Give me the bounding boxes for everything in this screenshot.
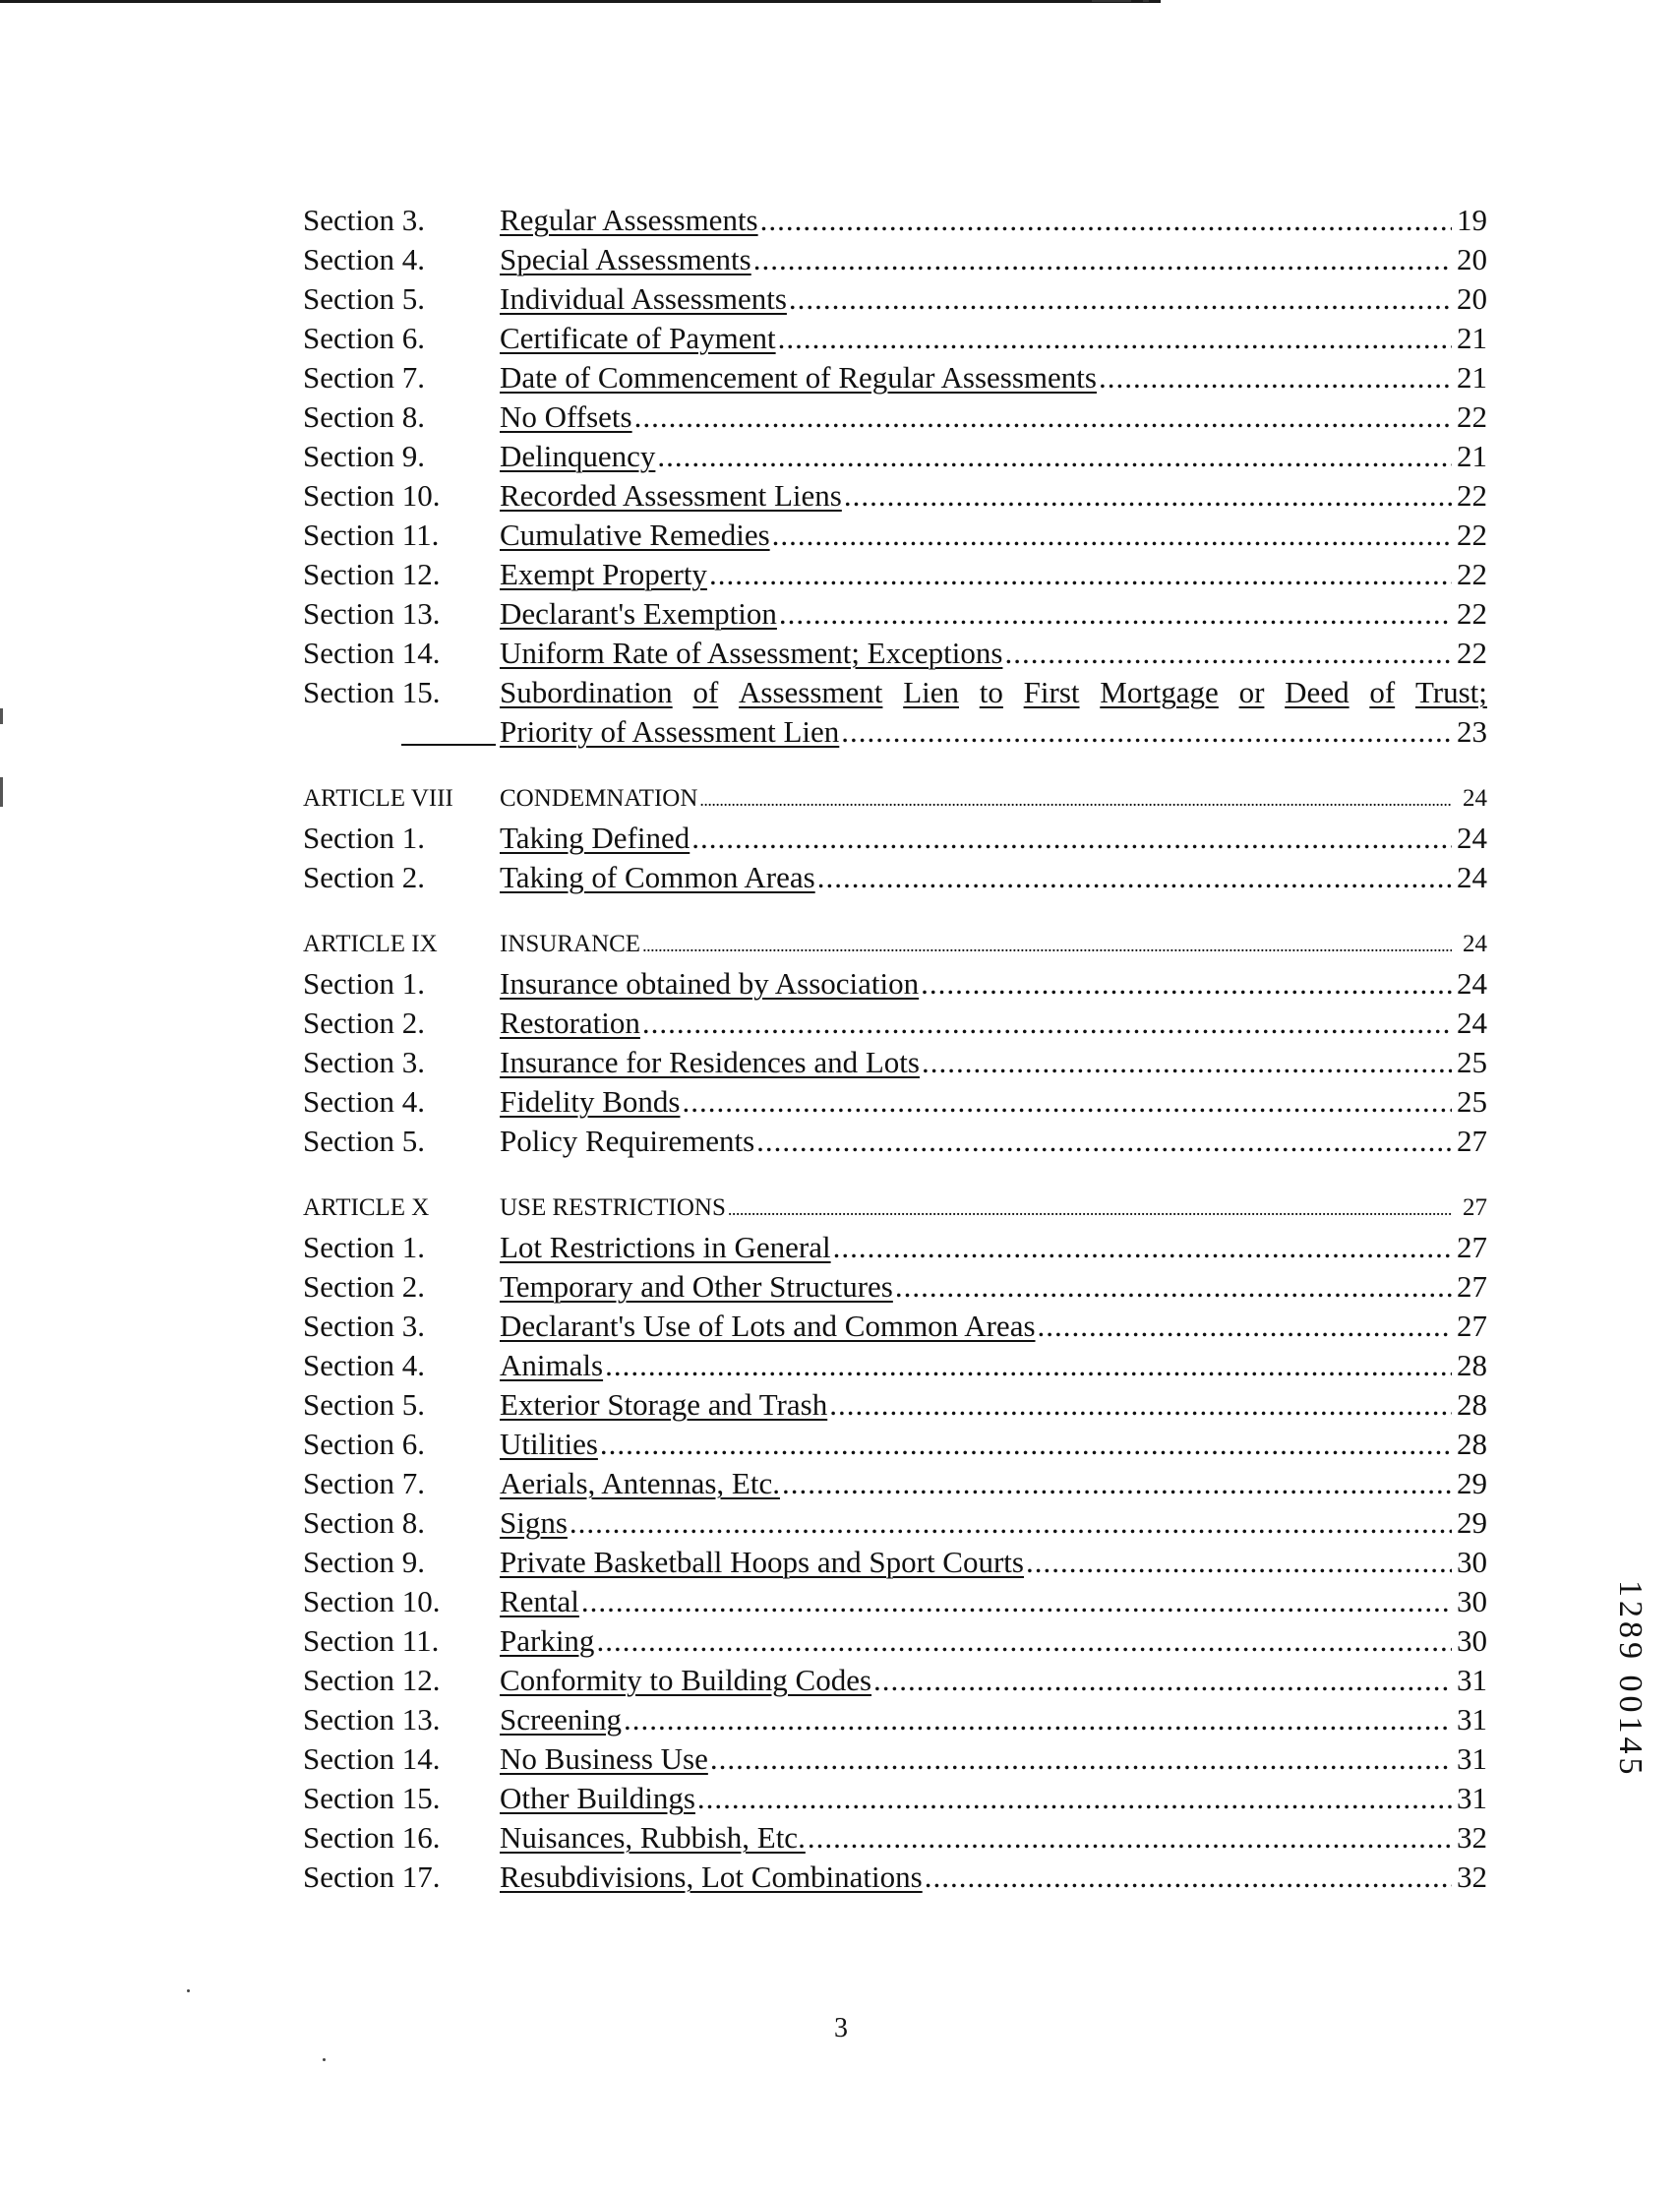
toc-entry (303, 1043, 1487, 1082)
entry-title: Special Assessments (500, 242, 751, 276)
toc-entry (303, 1267, 1487, 1307)
page-ref: 30 (1457, 1545, 1487, 1579)
article-heading-row (303, 779, 1487, 819)
toc-entry (303, 1228, 1487, 1267)
toc-entry (303, 594, 1487, 634)
dot-leader (829, 1385, 1452, 1425)
entry-title: Other Buildings (500, 1781, 695, 1815)
entry-title: Animals (500, 1348, 604, 1382)
title-word: Deed (1285, 675, 1350, 709)
dot-leader (921, 964, 1452, 1004)
toc-entry (303, 1004, 1487, 1043)
section-label: Section 4. (303, 1348, 425, 1382)
page-ref: 24 (1457, 860, 1487, 894)
dot-leader (710, 1739, 1452, 1779)
article-title: CONDEMNATION (500, 785, 698, 812)
entry-title: Priority of Assessment Lien (500, 714, 840, 749)
dot-leader (624, 1700, 1452, 1739)
dot-leader (642, 1004, 1452, 1043)
section-label: Section 12. (303, 1663, 441, 1697)
page-ref: 31 (1457, 1663, 1487, 1697)
toc-entry (303, 516, 1487, 555)
entry-title: Insurance for Residences and Lots (500, 1045, 920, 1079)
title-word: Subordination (500, 675, 673, 709)
dot-leader (642, 926, 1452, 965)
entry-title-group (500, 964, 1454, 1004)
entry-title-group (500, 1043, 1454, 1082)
entry-title: Temporary and Other Structures (500, 1269, 893, 1304)
page-ref: 20 (1457, 281, 1487, 316)
entry-title-group (500, 594, 1454, 634)
section-label: Section 2. (303, 860, 425, 894)
section-label: Section 10. (303, 1584, 441, 1618)
dot-leader (772, 516, 1452, 555)
section-label: Section 12. (303, 557, 441, 591)
toc-entry (303, 1385, 1487, 1425)
toc-entry (303, 1739, 1487, 1779)
page-ref: 27 (1457, 1230, 1487, 1264)
entry-title-group (500, 712, 1454, 752)
entry-title: No Business Use (500, 1741, 708, 1776)
page-ref: 28 (1457, 1348, 1487, 1382)
dot-leader (1026, 1543, 1452, 1582)
section-label: Section 13. (303, 596, 441, 631)
entry-title: Signs (500, 1505, 568, 1540)
toc-entry (303, 555, 1487, 594)
entry-title-group (500, 1346, 1454, 1385)
section-label: Section 1. (303, 966, 425, 1001)
dot-leader (682, 1082, 1452, 1122)
entry-title: Taking of Common Areas (500, 860, 815, 894)
page-ref: 25 (1457, 1045, 1487, 1079)
dot-leader (756, 1122, 1452, 1161)
toc-entry (303, 476, 1487, 516)
document-stamp (1611, 1580, 1650, 1865)
section-label: Section 8. (303, 1505, 425, 1540)
toc-entry (303, 1700, 1487, 1739)
entry-title-group (500, 1004, 1454, 1043)
dot-leader (873, 1661, 1452, 1700)
dot-leader (600, 1425, 1452, 1464)
entry-title-group (500, 858, 1454, 897)
section-label: Section 13. (303, 1702, 441, 1737)
scan-artifact (0, 777, 3, 807)
section-label: Section 14. (303, 636, 441, 670)
article-heading-row (303, 1188, 1487, 1228)
toc-entry (303, 1543, 1487, 1582)
page-ref: 30 (1457, 1584, 1487, 1618)
entry-title: Certificate of Payment (500, 321, 776, 355)
page-ref: 32 (1457, 1859, 1487, 1894)
entry-title-group (500, 1307, 1454, 1346)
page-ref: 24 (1463, 785, 1487, 812)
section-label: Section 4. (303, 1084, 425, 1119)
section-label: Section 3. (303, 1045, 425, 1079)
page-ref: 29 (1457, 1466, 1487, 1500)
entry-title-group (500, 1385, 1454, 1425)
dot-leader (760, 201, 1452, 240)
entry-title-group (500, 634, 1454, 673)
entry-title: Declarant's Exemption (500, 596, 777, 631)
entry-title-group (500, 1188, 1454, 1229)
entry-title: Private Basketball Hoops and Sport Courts (500, 1545, 1024, 1579)
dot-leader (789, 279, 1452, 319)
entry-title-group (500, 476, 1454, 516)
entry-title: Individual Assessments (500, 281, 787, 316)
toc-entry (303, 1464, 1487, 1503)
page-ref: 22 (1457, 557, 1487, 591)
entry-title-group (500, 1082, 1454, 1122)
entry-title: Conformity to Building Codes (500, 1663, 872, 1697)
page-ref: 19 (1457, 203, 1487, 237)
dot-leader (570, 1503, 1452, 1543)
entry-title-group (500, 555, 1454, 594)
page-ref: 21 (1457, 439, 1487, 473)
title-word: of (692, 675, 719, 709)
dot-leader (895, 1267, 1452, 1307)
entry-title-group (500, 358, 1454, 397)
dot-leader (1038, 1307, 1452, 1346)
scan-artifact (323, 2058, 326, 2061)
toc-entry (303, 819, 1487, 858)
entry-title-group (500, 437, 1454, 476)
page-ref: 27 (1463, 1194, 1487, 1221)
dot-leader (634, 397, 1452, 437)
entry-title: Insurance obtained by Association (500, 966, 920, 1001)
section-label: Section 1. (303, 821, 425, 855)
page-ref: 27 (1457, 1309, 1487, 1343)
page-ref: 30 (1457, 1623, 1487, 1658)
entry-title: Aerials, Antennas, Etc. (500, 1466, 780, 1500)
section-label: Section 5. (303, 281, 425, 316)
entry-title: Parking (500, 1623, 595, 1658)
title-word: to (979, 675, 1003, 709)
toc-entry (303, 634, 1487, 673)
toc-entry (303, 858, 1487, 897)
section-label: Section 11. (303, 518, 440, 552)
toc-entry (303, 397, 1487, 437)
section-label: Section 16. (303, 1820, 441, 1855)
dot-leader (605, 1346, 1452, 1385)
article-label: ARTICLE VIII (303, 785, 453, 812)
entry-title-group (500, 819, 1454, 858)
entry-title: Screening (500, 1702, 622, 1737)
scan-artifact (1092, 0, 1131, 2)
section-label: Section 2. (303, 1269, 425, 1304)
table-of-contents (303, 201, 1487, 1897)
entry-title-group (500, 397, 1454, 437)
section-label: Section 3. (303, 1309, 425, 1343)
page-ref: 31 (1457, 1781, 1487, 1815)
section-label: Section 4. (303, 242, 425, 276)
article-title: INSURANCE (500, 931, 641, 957)
scan-artifact (187, 1989, 190, 1992)
toc-entry (303, 1621, 1487, 1661)
entry-title: Delinquency (500, 439, 656, 473)
dot-leader (596, 1621, 1452, 1661)
dot-leader (1099, 358, 1452, 397)
entry-title-group (500, 279, 1454, 319)
toc-entry (303, 1122, 1487, 1161)
page-ref: 22 (1457, 478, 1487, 513)
entry-title-group (500, 1122, 1454, 1161)
dot-leader (697, 1779, 1452, 1818)
entry-title-group (500, 1621, 1454, 1661)
entry-title: Rental (500, 1584, 579, 1618)
entry-title: No Offsets (500, 399, 632, 434)
dot-leader (709, 555, 1452, 594)
page-ref: 21 (1457, 360, 1487, 395)
page-ref: 22 (1457, 596, 1487, 631)
toc-entry (303, 1425, 1487, 1464)
section-label: Section 1. (303, 1230, 425, 1264)
title-word: Assessment (739, 675, 883, 709)
section-label: Section 17. (303, 1859, 441, 1894)
page-ref: 24 (1457, 821, 1487, 855)
entry-title: Exempt Property (500, 557, 707, 591)
article-heading-row (303, 925, 1487, 964)
dot-leader (782, 1464, 1452, 1503)
page-ref: 25 (1457, 1084, 1487, 1119)
dot-leader (808, 1818, 1452, 1858)
toc-entry (303, 712, 1487, 752)
toc-entry (303, 1346, 1487, 1385)
dot-leader (778, 319, 1452, 358)
toc-entry (303, 1818, 1487, 1858)
section-label: Section 9. (303, 1545, 425, 1579)
page-ref: 31 (1457, 1741, 1487, 1776)
page-ref: 29 (1457, 1505, 1487, 1540)
entry-title: Declarant's Use of Lots and Common Areas (500, 1309, 1036, 1343)
entry-title: Regular Assessments (500, 203, 758, 237)
entry-title-group (500, 201, 1454, 240)
page-ref: 22 (1457, 518, 1487, 552)
page-ref: 32 (1457, 1820, 1487, 1855)
page-ref: 22 (1457, 636, 1487, 670)
section-label: Section 2. (303, 1006, 425, 1040)
dot-leader (841, 712, 1452, 752)
entry-title-group (500, 1779, 1454, 1818)
page-ref: 28 (1457, 1427, 1487, 1461)
entry-title: Recorded Assessment Liens (500, 478, 842, 513)
article-title: USE RESTRICTIONS (500, 1194, 726, 1221)
entry-title-group (500, 1464, 1454, 1503)
dot-leader (657, 437, 1452, 476)
entry-title-group (500, 1543, 1454, 1582)
section-label: Section 14. (303, 1741, 441, 1776)
section-label: Section 15. (303, 1781, 441, 1815)
toc-entry (303, 1307, 1487, 1346)
dot-leader (699, 780, 1452, 820)
stamp-number: 1289 00145 (1612, 1580, 1649, 1779)
entry-title-group (500, 1582, 1454, 1621)
entry-title-group (500, 1858, 1454, 1897)
toc-entry (303, 437, 1487, 476)
entry-title: Restoration (500, 1006, 640, 1040)
page-ref: 24 (1457, 966, 1487, 1001)
entry-title-group (500, 319, 1454, 358)
section-label: Section 3. (303, 203, 425, 237)
entry-title-group (500, 1661, 1454, 1700)
entry-title-group (500, 1228, 1454, 1267)
entry-title-group (500, 516, 1454, 555)
section-label: Section 7. (303, 360, 425, 395)
continuation-rule (401, 744, 496, 746)
section-label: Section 5. (303, 1387, 425, 1422)
page-ref: 20 (1457, 242, 1487, 276)
page-ref: 27 (1457, 1124, 1487, 1158)
entry-title-group (500, 1267, 1454, 1307)
dot-leader (925, 1858, 1452, 1897)
dot-leader (753, 240, 1452, 279)
entry-title: Utilities (500, 1427, 598, 1461)
title-word: Mortgage (1100, 675, 1219, 709)
page-number: 3 (834, 2013, 848, 2043)
title-word: or (1238, 675, 1265, 709)
entry-title: Fidelity Bonds (500, 1084, 681, 1119)
entry-title (500, 673, 1487, 712)
dot-leader (1004, 634, 1452, 673)
toc-entry (303, 358, 1487, 397)
dot-leader (833, 1228, 1452, 1267)
dot-leader (779, 594, 1452, 634)
toc-entry (303, 1582, 1487, 1621)
section-label: Section 6. (303, 321, 425, 355)
dot-leader (728, 1189, 1452, 1229)
section-label: Section 11. (303, 1623, 440, 1658)
page-ref: 31 (1457, 1702, 1487, 1737)
entry-title-group (500, 1425, 1454, 1464)
toc-entry (303, 1858, 1487, 1897)
toc-entry (303, 319, 1487, 358)
entry-title-group (500, 925, 1454, 965)
entry-title: Uniform Rate of Assessment; Exceptions (500, 636, 1003, 670)
entry-title-group (500, 673, 1487, 712)
toc-entry (303, 1503, 1487, 1543)
page-ref: 27 (1457, 1269, 1487, 1304)
entry-title-group (500, 1818, 1454, 1858)
entry-title: Lot Restrictions in General (500, 1230, 831, 1264)
dot-leader (817, 858, 1452, 897)
title-word: Lien (903, 675, 959, 709)
entry-title: Resubdivisions, Lot Combinations (500, 1859, 923, 1894)
page-ref: 23 (1457, 714, 1487, 749)
section-label: Section 8. (303, 399, 425, 434)
section-label: Section 5. (303, 1124, 425, 1158)
entry-title: Nuisances, Rubbish, Etc. (500, 1820, 806, 1855)
page-ref: 24 (1463, 931, 1487, 957)
entry-title: Cumulative Remedies (500, 518, 770, 552)
page-ref: 22 (1457, 399, 1487, 434)
toc-entry (303, 1661, 1487, 1700)
entry-title: Taking Defined (500, 821, 690, 855)
toc-entry (303, 279, 1487, 319)
toc-entry (303, 673, 1487, 712)
section-label: Section 6. (303, 1427, 425, 1461)
page-ref: 24 (1457, 1006, 1487, 1040)
dot-leader (691, 819, 1452, 858)
scan-artifact (1143, 0, 1149, 2)
entry-title: Policy Requirements (500, 1124, 755, 1158)
entry-title-group (500, 1739, 1454, 1779)
page-ref: 28 (1457, 1387, 1487, 1422)
entry-title-group (500, 779, 1454, 820)
dot-leader (922, 1043, 1452, 1082)
entry-title-group (500, 1503, 1454, 1543)
section-label: Section 10. (303, 478, 441, 513)
toc-entry (303, 201, 1487, 240)
entry-title-group (500, 1700, 1454, 1739)
entry-title-group (500, 240, 1454, 279)
scan-artifact (0, 708, 3, 724)
section-label: Section 9. (303, 439, 425, 473)
dot-leader (581, 1582, 1452, 1621)
toc-entry (303, 1082, 1487, 1122)
section-label: Section 7. (303, 1466, 425, 1500)
dot-leader (844, 476, 1452, 516)
title-word: First (1023, 675, 1080, 709)
toc-entry (303, 240, 1487, 279)
toc-entry (303, 1779, 1487, 1818)
section-label: Section 15. (303, 675, 441, 709)
scan-top-edge (0, 0, 1161, 3)
article-label: ARTICLE X (303, 1194, 430, 1221)
title-word: Trust; (1414, 675, 1487, 709)
page-ref: 21 (1457, 321, 1487, 355)
entry-title: Exterior Storage and Trash (500, 1387, 828, 1422)
toc-entry (303, 964, 1487, 1004)
article-label: ARTICLE IX (303, 931, 438, 957)
entry-title: Date of Commencement of Regular Assessments (500, 360, 1097, 395)
title-word: of (1369, 675, 1396, 709)
